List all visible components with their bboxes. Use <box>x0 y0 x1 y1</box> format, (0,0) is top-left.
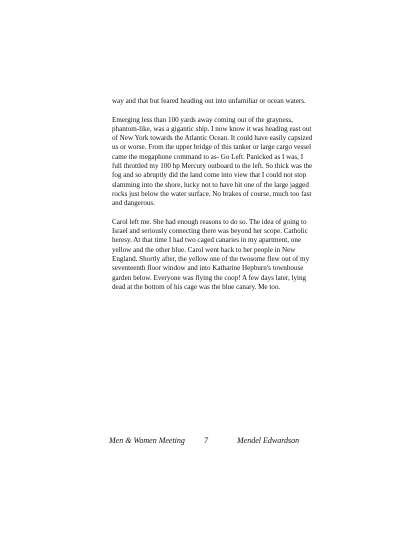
footer-page-number: 7 <box>204 436 208 445</box>
footer-author: Mendel Edwardson <box>237 436 300 445</box>
paragraph-2: Emerging less than 100 yards away coming out of the grayness, phantom-like, was a gigantic ship. I now know it was heading east out of New York towards the Atlantic Ocean. It could have easily capsized us or worse. From the upper bridge of this tanker or large cargo vessel came the megaphone command to as- Go Left. Panicked as I was, I full throttled my 100 hp Mercury outboard to the left. So thick was the fog and so abruptly did the land come into view that I could not stop slamming into the shore, lucky not to have hit one of the large jagged rocks just below the water surface. No brakes of course, much too fast and dangerous. <box>112 115 313 208</box>
paragraph-3: Carol left me. She had enough reasons to do so. The idea of going to Israel and seriously connecting there was beyond her scope. Catholic heresy. At that time I had two caged canaries in my apartment, one yellow and the other blue. Carol went back to her people in New England. Shortly after, the yellow one of the twosome flew out of my seventeenth floor window and into Katharine Hepburn's townhouse garden below. Everyone was flying the coop! A few days later, lying dead at the bottom of his cage was the blue canary. Me too. <box>112 217 310 291</box>
body-text <box>112 97 314 302</box>
footer-title: Men & Women Meeting <box>109 436 185 445</box>
paragraph-1: way and that but feared heading out into unfamiliar or ocean waters. <box>112 97 306 105</box>
